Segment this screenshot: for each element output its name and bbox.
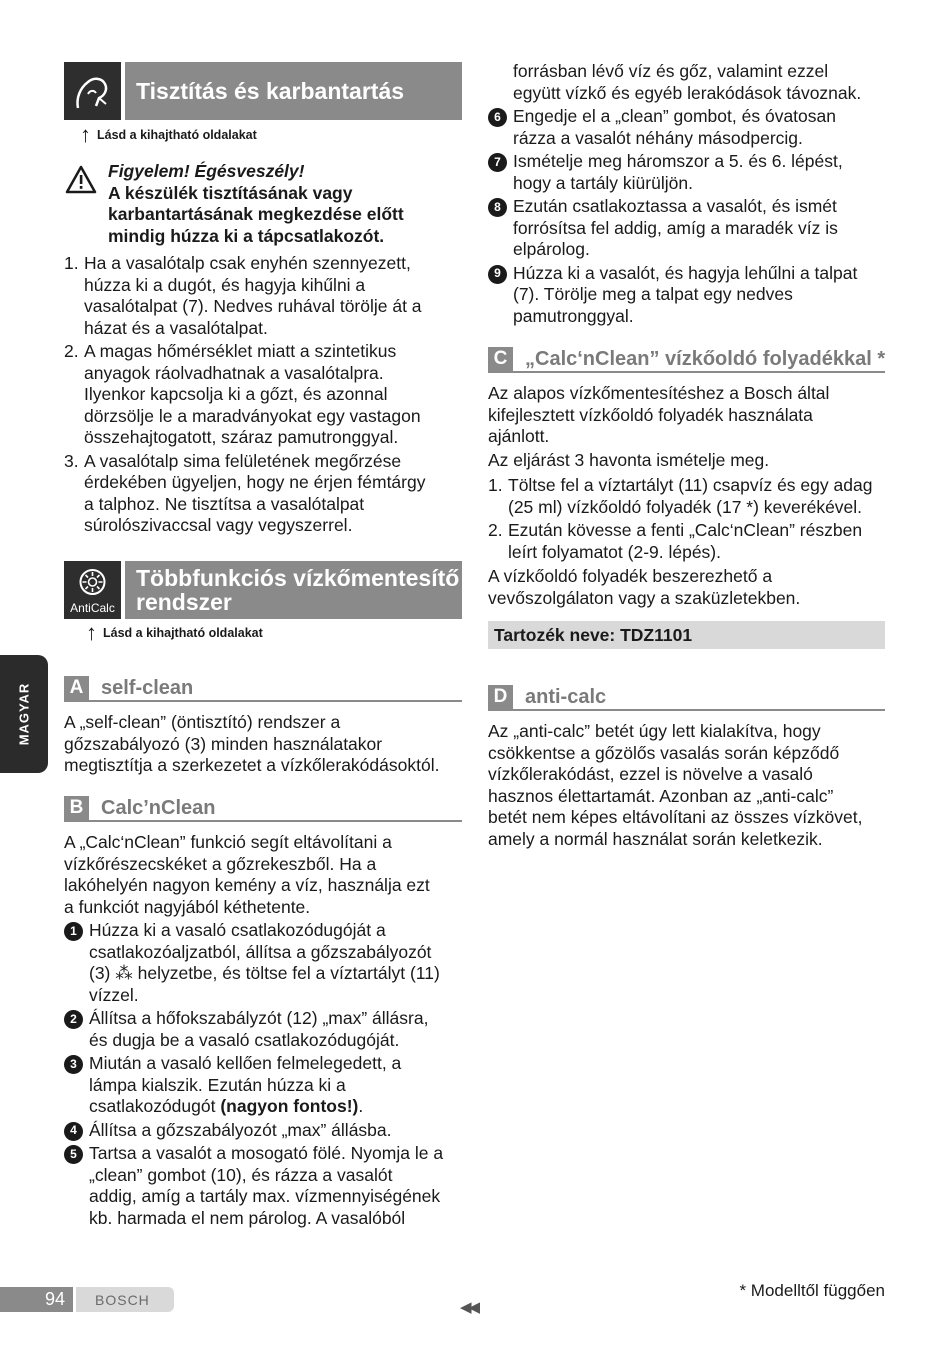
subheader-self-clean: A self-clean xyxy=(64,674,462,702)
step-number-badge: 8 xyxy=(488,198,507,217)
warning-title: Figyelem! Égésveszély! xyxy=(108,161,305,181)
brand-name: BOSCH xyxy=(95,1292,150,1308)
step-item: 1 Húzza ki a vasaló csatlakozódugóját a csatlakozóaljzatból, állítsa a gőzszabályozót (3) ⁂ helyzetbe, és töltse fel a víztartályt (11) vízzel. xyxy=(64,920,464,1006)
warning-line: mindig húzza ki a tápcsatlakozót. xyxy=(108,225,385,246)
liquid-availability: A vízkőoldó folyadék beszerezhető a vevőszolgálaton vagy a szaküzletekben. xyxy=(488,566,801,608)
step-number-badge: 3 xyxy=(64,1055,83,1074)
step-number-badge: 7 xyxy=(488,153,507,172)
language-label: MAGYAR xyxy=(16,682,32,746)
step-item: 9 Húzza ki a vasalót, és hagyja lehűlni a talpat (7). Törölje meg a talpat egy nedves pamutronggyal. xyxy=(488,263,908,328)
list-item: 3. A vasalótalp sima felületének megőrzése érdekében ügyeljen, hogy ne érjen fémtárgy a talphoz. Ne tisztítsa a vasalótalpat súrolószivaccsal vagy vegyszerrel. xyxy=(64,450,426,535)
self-clean-text: A „self-clean” (öntisztító) rendszer a gőzszabályozó (3) minden használatakor megtisztítja a szerkezetet a vízkőlerakódásoktól. xyxy=(64,712,440,775)
accessory-name-box: Tartozék neve: TDZ1101 xyxy=(488,621,885,649)
anticalc-section-icon xyxy=(64,561,121,619)
brand-box xyxy=(76,1287,174,1312)
arrow-up-icon: ↑ xyxy=(86,620,97,645)
list-item: 1. Töltse fel a víztartályt (11) csapvíz és egy adag (25 ml) vízkőoldó folyadék (17 *) keverékével. xyxy=(488,475,873,517)
warning-line: A készülék tisztításának vagy xyxy=(108,182,353,203)
step-item: 7 Ismételje meg háromszor a 5. és 6. lépést, hogy a tartály kiürüljön. xyxy=(488,151,908,194)
step-number-badge: 6 xyxy=(488,108,507,127)
list-item: 2. A magas hőmérséklet miatt a szintetikus anyagok ráolvadhatnak a vasalótalpra. Ilyenkor kapcsolja ki a gőzt, és azonnal dörzsölje le a maradványokat egy vastagon összehajtogatott, száraz pamutronggyal. xyxy=(64,341,421,447)
subheader-anti-calc: D anti-calc xyxy=(488,683,885,711)
step-number-badge: 4 xyxy=(64,1122,83,1141)
page-nav-arrows[interactable]: ◀◀ xyxy=(460,1299,478,1316)
see-foldout-link: ↑ Lásd a kihajtható oldalakat xyxy=(80,122,257,147)
section-title-anticalc: Többfunkciós vízkőmentesítő rendszer xyxy=(125,561,462,619)
warning-triangle-icon xyxy=(65,165,97,195)
calcnclean-intro: A „Calc‘nClean” funkció segít eltávolítani a vízkőrészecskéket a gőzrekeszből. Ha a lakóhelyén nagyon kemény a víz, használja ezt a funkciót nagyjából kéthetente. xyxy=(64,832,430,917)
step-number-badge: 1 xyxy=(64,922,83,941)
subheader-calcnclean: B Calc’nClean xyxy=(64,794,462,822)
step-item: 5 Tartsa a vasalót a mosogató fölé. Nyomja le a „clean” gombot (10), és rázza a vasalót addig, amíg a tartály max. vízmennyiségének kb. harmada el nem párolog. A vasalóból xyxy=(64,1143,464,1229)
cleaning-section-icon xyxy=(64,62,121,120)
see-foldout-link: ↑ Lásd a kihajtható oldalakat xyxy=(86,620,263,645)
step-number-badge: 5 xyxy=(64,1145,83,1164)
footnote: * Modelltől függően xyxy=(739,1281,885,1300)
hand-wipe-icon xyxy=(66,64,119,118)
step-item: 8 Ezután csatlakoztassa a vasalót, és ismét forrósítsa fel addig, amíg a maradék víz is elpárolog. xyxy=(488,196,908,261)
page-number: 94 xyxy=(44,1289,65,1309)
warning-line: karbantartásának megkezdése előtt xyxy=(108,204,404,224)
step-number-badge: 9 xyxy=(488,265,507,284)
list-item: 2. Ezután kövesse a fenti „Calc‘nClean” részben leírt folyamatot (2-9. lépés). xyxy=(488,520,863,562)
page-number-box xyxy=(0,1287,73,1312)
anticalc-icon xyxy=(66,563,119,601)
step-item: 4 Állítsa a gőzszabályozót „max” állásba. xyxy=(64,1120,464,1142)
continued-text: forrásban lévő víz és gőz, valamint ezzel együtt vízkő és egyéb lerakódások távoznak. xyxy=(513,61,862,103)
cleaning-list xyxy=(64,253,464,537)
section-title-cleaning: Tisztítás és karbantartás xyxy=(125,62,462,120)
subheader-calcnclean-liquid: C „Calc‘nClean” vízkőoldó folyadékkal * xyxy=(488,345,885,373)
step-item: 2 Állítsa a hőfokszabályzót (12) „max” állásra, és dugja be a vasaló csatlakozódugóját. xyxy=(64,1008,464,1051)
list-item: 1. Ha a vasalótalp csak enyhén szennyezett, húzza ki a dugót, és hagyja kihűlni a vasalótalpat (7). Nedves ruhával törölje át a házat és a vasalótalpat. xyxy=(64,253,422,338)
anticalc-icon-label: AntiCalc xyxy=(70,601,115,615)
liquid-list xyxy=(488,475,888,563)
arrow-up-icon: ↑ xyxy=(80,122,91,147)
calcnclean-steps xyxy=(64,920,464,1229)
calcnclean-steps-continued xyxy=(488,106,908,327)
step-item: 3 Miután a vasaló kellően felmelegedett, a lámpa kialszik. Ezután húzza ki a csatlakozódugót (nagyon fontos!). xyxy=(64,1053,464,1118)
anti-calc-text: Az „anti-calc” betét úgy lett kialakítva, hogy csökkentse a gőzölős vasalás során képződő vízkőlerakódást, ezzel is növelve a vasaló hasznos élettartamát. Azonban az „anti-calc” betét nem képes eltávolítani az összes vízkövet, amely a normál használat során keletkezik. xyxy=(488,721,863,849)
step-number-badge: 2 xyxy=(64,1010,83,1029)
step-item: 6 Engedje el a „clean” gombot, és óvatosan rázza a vasalót néhány másodpercig. xyxy=(488,106,908,149)
language-side-tab xyxy=(0,655,48,773)
liquid-intro: Az alapos vízkőmentesítéshez a Bosch által kifejlesztett vízkőoldó folyadék használata ajánlott. Az eljárást 3 havonta ismételje meg. xyxy=(488,383,830,470)
